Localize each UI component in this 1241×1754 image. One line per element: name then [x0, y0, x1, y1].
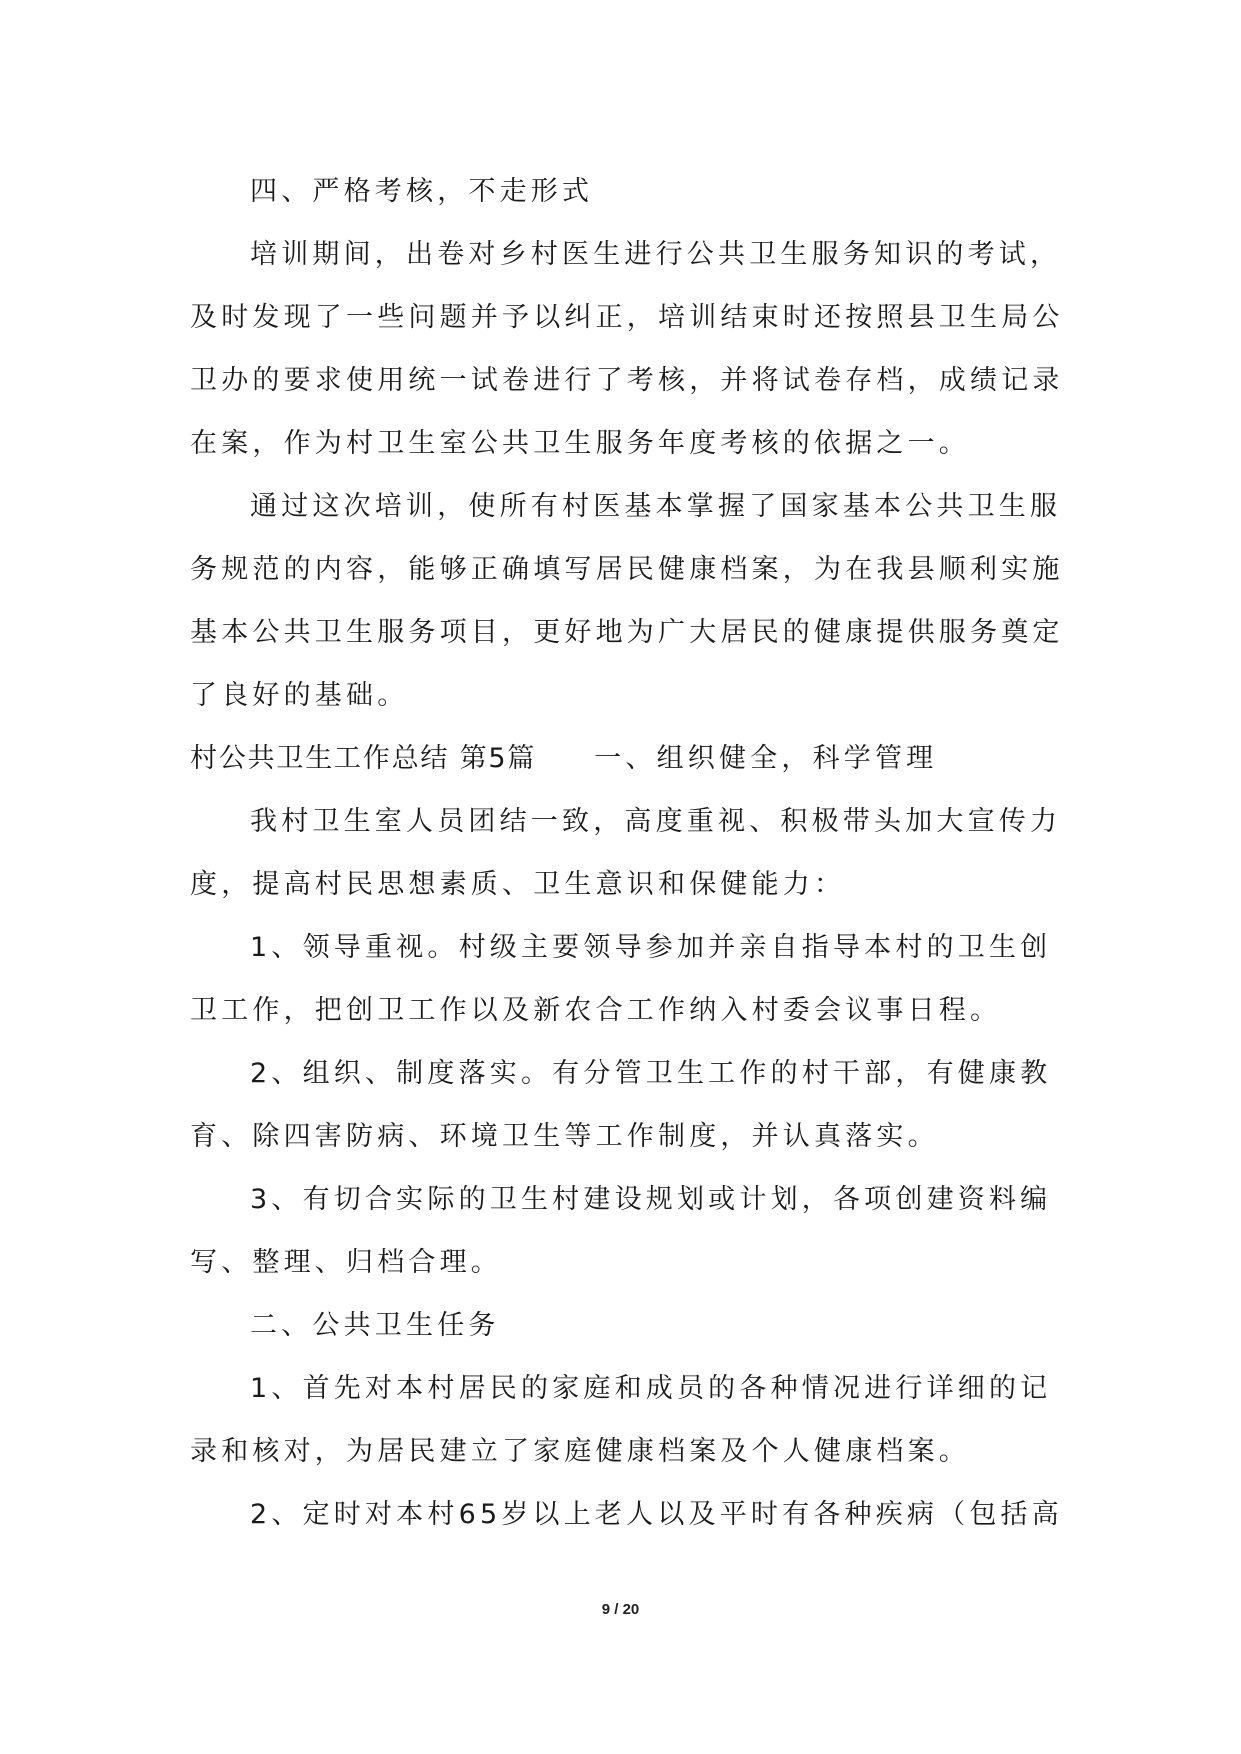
paragraph-line: 培训期间，出卷对乡村医生进行公共卫生服务知识的考试，	[250, 239, 1062, 270]
paragraph-line: 我村卫生室人员团结一致，高度重视、积极带头加大宣传力	[250, 806, 1062, 837]
paragraph-line: 基本公共卫生服务项目，更好地为广大居民的健康提供服务奠定	[190, 617, 1064, 648]
section-heading-public-health-tasks: 二、公共卫生任务	[250, 1310, 500, 1341]
list-item-line: 3、有切合实际的卫生村建设规划或计划，各项创建资料编	[250, 1184, 1052, 1215]
list-item-line: 卫工作，把创卫工作以及新农合工作纳入村委会议事日程。	[190, 995, 1002, 1026]
section-heading-organization: 一、组织健全，科学管理	[594, 743, 938, 774]
paragraph-line: 务规范的内容，能够正确填写居民健康档案，为在我县顺利实施	[190, 554, 1064, 585]
paragraph-line: 卫办的要求使用统一试卷进行了考核，并将试卷存档，成绩记录	[190, 365, 1064, 396]
paragraph-line: 通过这次培训，使所有村医基本掌握了国家基本公共卫生服	[250, 491, 1062, 522]
list-item-line: 育、除四害防病、环境卫生等工作制度，并认真落实。	[190, 1121, 939, 1152]
list-item-line: 录和核对，为居民建立了家庭健康档案及个人健康档案。	[190, 1436, 970, 1467]
paragraph-line: 了良好的基础。	[190, 680, 409, 711]
list-item-line: 1、领导重视。村级主要领导参加并亲自指导本村的卫生创	[250, 932, 1052, 963]
paragraph-line: 在案，作为村卫生室公共卫生服务年度考核的依据之一。	[190, 428, 970, 459]
document-body	[190, 160, 1064, 1546]
list-item-line: 1、首先对本村居民的家庭和成员的各种情况进行详细的记	[250, 1373, 1052, 1404]
paragraph-line: 及时发现了一些问题并予以纠正，培训结束时还按照县卫生局公	[190, 302, 1064, 333]
article-title: 村公共卫生工作总结 第5篇	[190, 743, 537, 774]
list-item-line: 2、定时对本村65岁以上老人以及平时有各种疾病（包括高	[250, 1499, 1063, 1530]
list-item-line: 2、组织、制度落实。有分管卫生工作的村干部，有健康教	[250, 1058, 1052, 1089]
article-heading	[190, 727, 1050, 790]
page-number: 9 / 20	[601, 1601, 640, 1618]
paragraph-line: 度，提高村民思想素质、卫生意识和保健能力：	[190, 869, 846, 900]
section-heading-strict-assessment: 四、严格考核，不走形式	[250, 176, 594, 207]
list-item-line: 写、整理、归档合理。	[190, 1247, 502, 1278]
